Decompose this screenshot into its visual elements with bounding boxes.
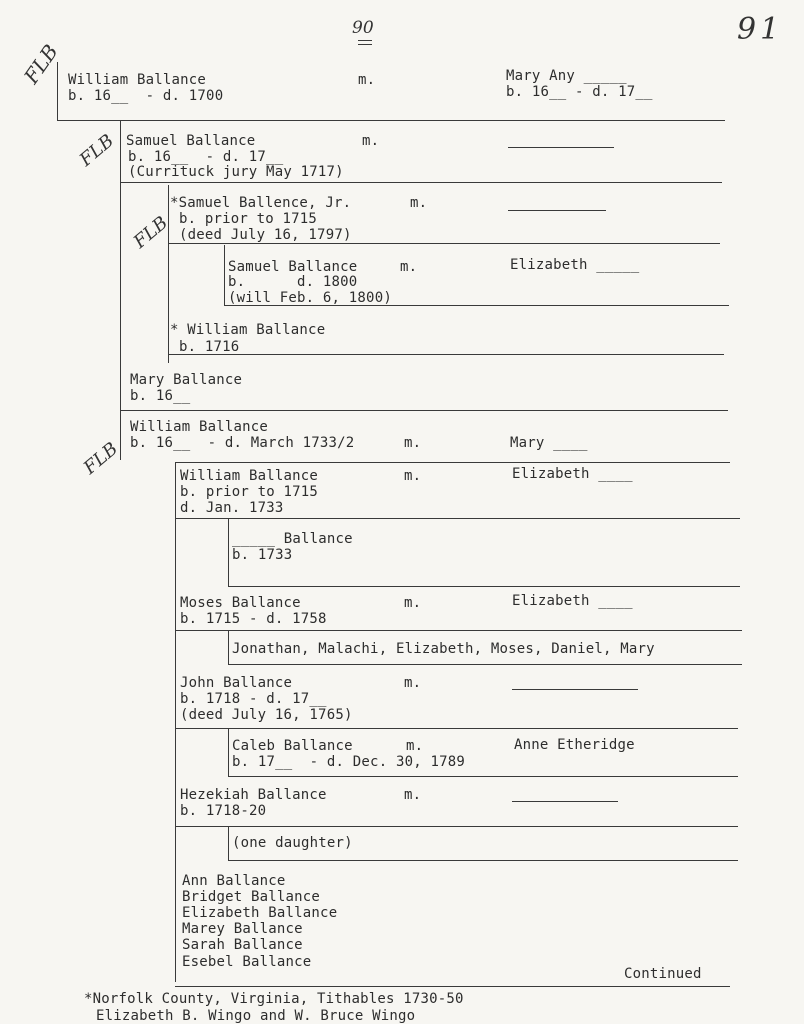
margin-note: FLB bbox=[129, 212, 173, 253]
marriage-marker: m. bbox=[404, 435, 422, 451]
spouse-name: Mary ____ bbox=[510, 435, 588, 451]
marriage-marker: m. bbox=[400, 259, 418, 275]
marriage-marker: m. bbox=[404, 595, 422, 611]
marriage-marker: m. bbox=[404, 675, 422, 691]
sibling-name: Marey Ballance bbox=[182, 921, 303, 937]
tree-branch-line bbox=[57, 62, 58, 120]
marriage-marker: m. bbox=[362, 133, 380, 149]
person-dates: b. 16__ bbox=[130, 388, 191, 404]
person-dates: b. 16__ - d. March 1733/2 bbox=[130, 435, 355, 451]
marriage-marker: m. bbox=[358, 72, 376, 88]
spouse-name: Elizabeth _____ bbox=[510, 257, 640, 273]
tree-branch-line bbox=[120, 120, 121, 460]
person-name: William Ballance bbox=[180, 468, 319, 484]
person-name: Mary Ballance bbox=[130, 372, 243, 388]
margin-note: FLB bbox=[75, 130, 119, 171]
tree-branch-line bbox=[168, 185, 169, 363]
person-dates: b. 1733 bbox=[232, 547, 293, 563]
child-note: (one daughter) bbox=[232, 835, 353, 851]
spouse-name: Anne Etheridge bbox=[514, 737, 635, 753]
person-name: Moses Ballance bbox=[180, 595, 301, 611]
person-name: Caleb Ballance bbox=[232, 738, 353, 754]
person-dates: b. 1718 - d. 17__ bbox=[180, 691, 327, 707]
sibling-name: Esebel Ballance bbox=[182, 954, 312, 970]
person-note: (deed July 16, 1797) bbox=[179, 227, 352, 243]
person-name: John Ballance bbox=[180, 675, 293, 691]
person-name: Samuel Ballance bbox=[126, 133, 256, 149]
marriage-marker: m. bbox=[406, 738, 424, 754]
person-note: (Currituck jury May 1717) bbox=[128, 164, 344, 180]
continued-label: Continued bbox=[624, 966, 702, 982]
person-dates: b. 1715 - d. 1758 bbox=[180, 611, 327, 627]
spouse-name: Elizabeth ____ bbox=[512, 466, 633, 482]
sibling-name: Ann Ballance bbox=[182, 873, 286, 889]
spouse-name: Mary Any _____ bbox=[506, 68, 627, 84]
person-note: (deed July 16, 1765) bbox=[180, 707, 353, 723]
person-dates: b. prior to 1715 bbox=[180, 484, 319, 500]
tree-branch-line bbox=[175, 462, 176, 982]
person-dates: b. 16__ - d. 1700 bbox=[68, 88, 224, 104]
children-list: Jonathan, Malachi, Elizabeth, Moses, Daniel, Mary bbox=[232, 641, 655, 657]
person-name: William Ballance bbox=[68, 72, 207, 88]
margin-note: FLB bbox=[19, 39, 63, 89]
person-name: Hezekiah Ballance bbox=[180, 787, 327, 803]
footer-source: *Norfolk County, Virginia, Tithables 1730-50 bbox=[84, 991, 464, 1007]
person-name: *Samuel Ballence, Jr. bbox=[170, 195, 352, 211]
person-dates: b. 1718-20 bbox=[180, 803, 267, 819]
person-name: Samuel Ballance bbox=[228, 259, 358, 275]
person-dates: b. 17__ - d. Dec. 30, 1789 bbox=[232, 754, 465, 770]
page-number-center: 90 bbox=[352, 18, 374, 38]
marriage-marker: m. bbox=[404, 787, 422, 803]
person-name: * William Ballance bbox=[170, 322, 326, 338]
person-note: (will Feb. 6, 1800) bbox=[228, 290, 392, 306]
page-number-corner: 91 bbox=[737, 12, 784, 47]
person-dates: b. prior to 1715 bbox=[179, 211, 318, 227]
tree-branch-line bbox=[228, 630, 229, 664]
sibling-name: Bridget Ballance bbox=[182, 889, 321, 905]
marriage-marker: m. bbox=[404, 468, 422, 484]
person-dates: b. 16__ - d. 17__ bbox=[128, 149, 284, 165]
tree-branch-line bbox=[228, 518, 229, 586]
margin-note: FLB bbox=[79, 438, 123, 479]
spouse-name: Elizabeth ____ bbox=[512, 593, 633, 609]
person-dates: b. d. 1800 bbox=[228, 274, 358, 290]
person-name: _____ Ballance bbox=[232, 531, 353, 547]
tree-branch-line bbox=[228, 728, 229, 776]
person-dates: b. 1716 bbox=[179, 339, 240, 355]
person-death: d. Jan. 1733 bbox=[180, 500, 284, 516]
footer-authors: Elizabeth B. Wingo and W. Bruce Wingo bbox=[96, 1008, 416, 1024]
marriage-marker: m. bbox=[410, 195, 428, 211]
tree-branch-line bbox=[228, 826, 229, 860]
tree-branch-line bbox=[224, 245, 225, 305]
sibling-name: Elizabeth Ballance bbox=[182, 905, 338, 921]
spouse-dates: b. 16__ - d. 17__ bbox=[506, 84, 653, 100]
person-name: William Ballance bbox=[130, 419, 269, 435]
sibling-name: Sarah Ballance bbox=[182, 937, 303, 953]
